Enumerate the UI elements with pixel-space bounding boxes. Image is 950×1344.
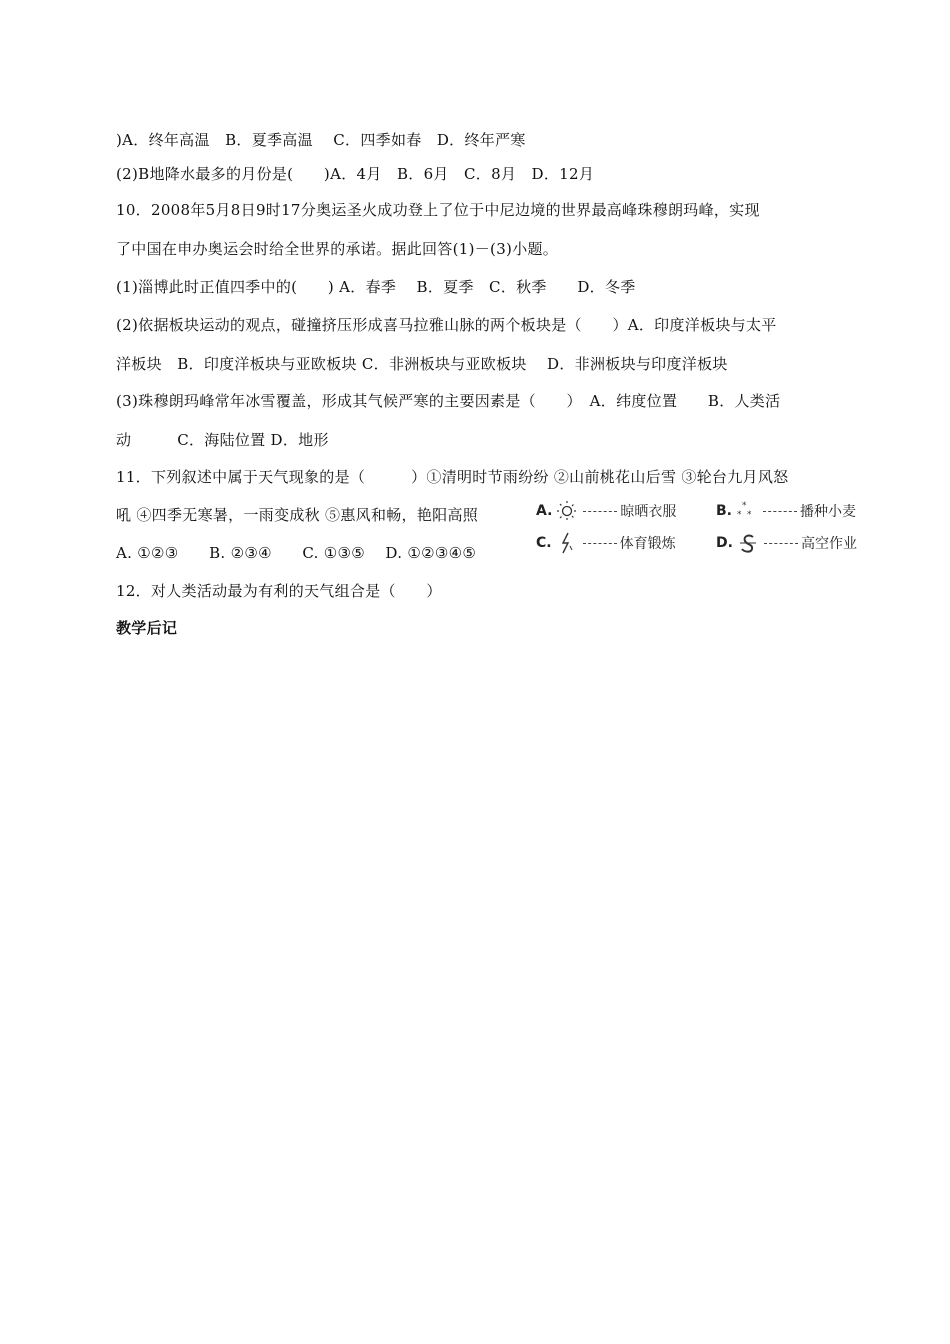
dash-connector bbox=[764, 543, 798, 544]
svg-text:*: * bbox=[747, 510, 752, 520]
sunny-icon bbox=[556, 500, 578, 522]
option-text: 晾晒衣服 bbox=[620, 504, 677, 520]
question-10-2-line2: 洋板块 B．印度洋板块与亚欧板块 C．非洲板块与亚欧板块 D．非洲板块与印度洋板块 bbox=[116, 355, 728, 373]
weather-options-figure bbox=[532, 490, 877, 558]
dash-connector bbox=[583, 543, 617, 544]
question-10-2-line1: (2)依据板块运动的观点，碰撞挤压形成喜马拉雅山脉的两个板块是（ ）A．印度洋板块与太平 bbox=[116, 316, 777, 334]
question-10-stem-line2: 了中国在申办奥运会时给全世界的承诺。据此回答(1)－(3)小题。 bbox=[116, 240, 559, 258]
dash-connector bbox=[763, 511, 797, 512]
sandstorm-icon bbox=[737, 532, 759, 554]
option-text: 体育锻炼 bbox=[619, 536, 676, 552]
dash-connector bbox=[583, 511, 617, 512]
svg-text:*: * bbox=[737, 510, 742, 520]
weather-option-a bbox=[536, 500, 676, 522]
question-9-2: (2)B地降水最多的月份是( )A．4月 B．6月 C．8月 D．12月 bbox=[116, 165, 595, 183]
question-11-options: A. ①②③ B. ②③④ C. ①③⑤ D. ①②③④⑤ bbox=[116, 544, 477, 562]
option-letter: B. bbox=[716, 503, 732, 519]
question-12: 12．对人类活动最为有利的天气组合是（ ） bbox=[116, 582, 442, 600]
question-10-stem-line1: 10．2008年5月8日9时17分奥运圣火成功登上了位于中尼边境的世界最高峰珠穆朗玛峰，实现 bbox=[116, 201, 760, 219]
weather-option-c bbox=[536, 532, 676, 554]
question-10-3-line2: 动 C．海陆位置 D．地形 bbox=[116, 431, 329, 449]
thunderstorm-icon bbox=[556, 532, 578, 554]
option-text: 播种小麦 bbox=[800, 504, 856, 520]
option-line-9-1: )A．终年高温 B．夏季高温 C．四季如春 D．终年严寒 bbox=[116, 131, 526, 149]
svg-text:*: * bbox=[742, 501, 747, 511]
question-11-line1: 11．下列叙述中属于天气现象的是（ ）①清明时节雨纷纷 ②山前桃花山后雪 ③轮台九月风怒 bbox=[116, 468, 789, 486]
question-11-line2: 吼 ④四季无寒暑，一雨变成秋 ⑤惠风和畅，艳阳高照 bbox=[116, 506, 479, 524]
option-text: 高空作业 bbox=[800, 536, 857, 552]
option-letter: A. bbox=[536, 503, 553, 519]
weather-option-b bbox=[716, 500, 856, 522]
weather-option-d bbox=[716, 532, 857, 554]
snow-icon bbox=[736, 500, 758, 522]
question-10-3-line1: (3)珠穆朗玛峰常年冰雪覆盖，形成其气候严寒的主要因素是（ ） A．纬度位置 B．人类活 bbox=[116, 392, 781, 410]
option-letter: C. bbox=[536, 535, 552, 551]
option-letter: D. bbox=[716, 535, 733, 551]
teaching-notes-heading: 教学后记 bbox=[116, 619, 178, 637]
question-10-1: (1)淄博此时正值四季中的( ) A．春季 B．夏季 C．秋季 D．冬季 bbox=[116, 278, 636, 296]
